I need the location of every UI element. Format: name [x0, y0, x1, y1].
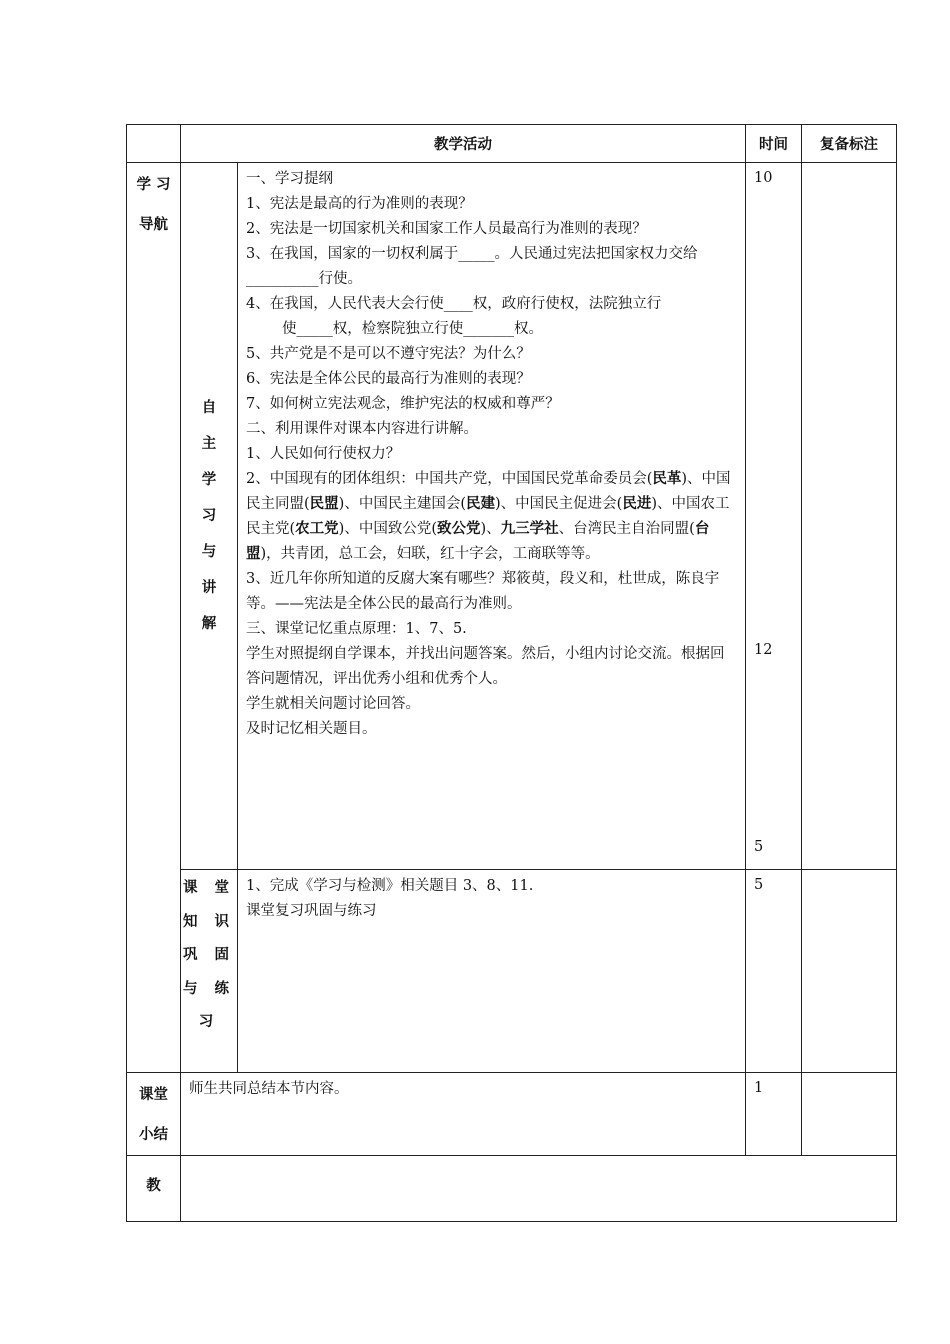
header-row: [127, 125, 897, 163]
section1-row: [127, 163, 897, 870]
outline-heading: 一、学习提纲: [246, 171, 333, 187]
header-activity: 教学活动: [181, 125, 746, 163]
section3-content: [181, 1073, 746, 1156]
section4-content: [181, 1156, 897, 1222]
section1-sublabel: 自 主 学 习 与 讲 解: [181, 163, 238, 870]
lesson-plan-table: [126, 124, 897, 1222]
summary-text: 师生共同总结本节内容。: [189, 1081, 349, 1097]
outline-item: 7、如何树立宪法观念，维护宪法的权威和尊严？: [246, 396, 560, 412]
outline-item: 3、在我国，国家的一切权利属于_____。人民通过宪法把国家权力交给__________行使。: [246, 246, 698, 287]
activity-text: 及时记忆相关题目。: [246, 721, 377, 737]
exercise-item: 课堂复习巩固与练习: [246, 903, 377, 919]
time-value: 10: [754, 170, 773, 186]
time-value: 5: [754, 839, 764, 855]
party-list: 2、中国现有的团体组织：中国共产党，中国国民党革命委员会(民革)、中国民主同盟(民盟)、中国民主建国会(民建)、中国民主促进会(民进)、中国农工民主党(农工党)、中国致公党(致公党)、九三学社、台湾民主自治同盟(台盟)，共青团，总工会，妇联，红十字会，工商联等等。: [246, 471, 731, 562]
activity-text: 学生就相关问题讨论回答。: [246, 696, 420, 712]
outline-item: 1、宪法是最高的行为准则的表现？: [246, 196, 473, 212]
outline-item: 1、人民如何行使权力？: [246, 446, 401, 462]
outline-heading: 二、利用课件对课本内容进行讲解。: [246, 421, 478, 437]
outline-item: 2、宪法是一切国家机关和国家工作人员最高行为准则的表现？: [246, 221, 647, 237]
section2-time: 5: [746, 870, 802, 1073]
section2-notes: [802, 870, 897, 1073]
section2-sublabel: 课 堂 知 识 巩 固 与 练 习: [181, 870, 238, 1073]
section3-notes: [802, 1073, 897, 1156]
section2-row: [127, 870, 897, 1073]
section1-time: [746, 163, 802, 870]
time-value: 12: [754, 642, 773, 658]
section3-row: [127, 1073, 897, 1156]
exercise-item: 1、完成《学习与检测》相关题目 3、8、11.: [246, 878, 534, 894]
section1-content: [238, 163, 746, 870]
header-notes: 复备标注: [802, 125, 897, 163]
section3-time: 1: [746, 1073, 802, 1156]
outline-item: 6、宪法是全体公民的最高行为准则的表现？: [246, 371, 531, 387]
section4-row: [127, 1156, 897, 1222]
section4-label: 教: [127, 1156, 181, 1222]
outline-item-cont: 使_____权，检察院独立行使_______权。: [282, 321, 543, 337]
outline-item: 4、在我国，人民代表大会行使____权，政府行使权，法院独立行: [246, 296, 662, 312]
header-blank-cell: [127, 125, 181, 163]
activity-text: 学生对照提纲自学课本，并找出问题答案。然后，小组内讨论交流。根据回答问题情况，评出优秀小组和优秀个人。: [246, 646, 725, 687]
outline-item: 5、共产党是不是可以不遵守宪法？为什么？: [246, 346, 531, 362]
header-time: 时间: [746, 125, 802, 163]
outline-heading: 三、课堂记忆重点原理：1、7、5.: [246, 621, 467, 637]
section1-label: 学 习 导航: [127, 163, 181, 1073]
section3-label: 课堂 小结: [127, 1073, 181, 1156]
outline-item: 3、近几年你所知道的反腐大案有哪些？郑筱萸，段义和，杜世成，陈良宇等。——宪法是全体公民的最高行为准则。: [246, 571, 720, 612]
section1-notes: [802, 163, 897, 870]
section2-content: [238, 870, 746, 1073]
